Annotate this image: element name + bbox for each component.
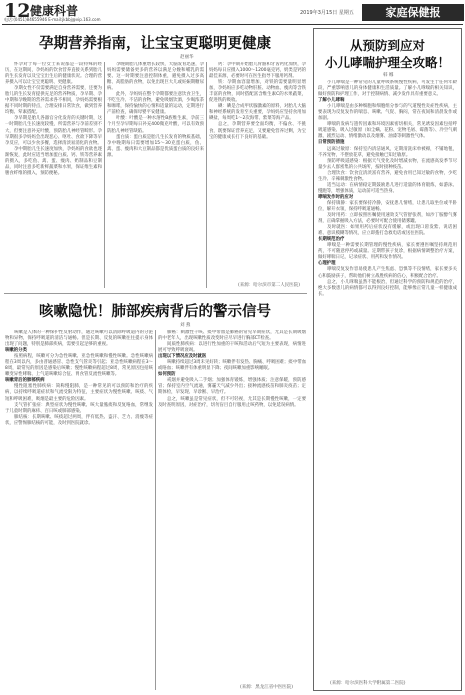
paragraph: 小儿哮喘是一种常见的儿童呼吸系统慢性疾病，可发生于任何年龄段，严重影响患儿的身体健康和生活质量。了解小儿哮喘的相关知识，做好预防和护理工作，对于控制病情、减少发作具有重要意义。 <box>318 80 457 98</box>
article-bottom-column-2 <box>158 330 306 682</box>
paragraph: 及时用药：立即按照医嘱使用速效支气管舒张剂，如沙丁胺醇气雾剂，正确掌握吸入方法，必要时可配合使用储雾罐。 <box>318 213 457 225</box>
subheading: 如何预防 <box>158 372 176 378</box>
subheading: 日常预防措施 <box>318 140 345 146</box>
paragraph: 远离过敏原：保持室内清洁通风，定期清洗床单被褥，不铺地毯，不养宠物，不摆放花草，避免接触已知过敏原。 <box>318 146 457 158</box>
subheading: 了解小儿哮喘 <box>318 98 345 104</box>
subheading: 心理护理 <box>318 261 336 267</box>
side-article-title-line-2: 小儿哮喘护理全攻略！ <box>324 55 450 70</box>
paragraph: 间质性肺疾病：以进行性加重的干咳和活动后气短为主要表现，病情进展可导致呼吸衰竭。 <box>158 342 306 354</box>
paragraph: 按照病程，咳嗽可分为急性咳嗽、亚急性咳嗽和慢性咳嗽。急性咳嗽病程在3周以内，多由普通感冒、急性支气管炎等引起；亚急性咳嗽病程在3～8周，最常见的原因是感染后咳嗽；慢性咳嗽病程超过8周，常见原因包括咳嗽变异性哮喘、上气道咳嗽综合征、胃食管反流性咳嗽等。 <box>5 354 153 378</box>
paragraph: 碘：碘是合成甲状腺激素的原料，对胎儿大脑和神经系统的发育至关重要，孕妈妈应坚持食用加碘盐，每周吃1～2次海带、紫菜等海产品。 <box>209 104 306 122</box>
paragraph: 钙：孕中期开始胎儿骨骼和牙齿钙化加快，孕妈妈每日应摄入1000～1200毫克钙，奶类是钙的最佳来源，必要时可在医生指导下服用钙剂。 <box>209 62 306 80</box>
article-top-author: 赵丽华 <box>180 55 194 60</box>
paragraph: 叶酸：叶酸是一种水溶性B族维生素，孕前三个月至孕早期每日补充400微克叶酸，可以有效预防胎儿神经管缺陷。 <box>107 116 204 134</box>
side-article-author: 韩 娜 <box>383 73 394 78</box>
column-divider <box>155 330 156 690</box>
paragraph: 小儿哮喘是由多种细胞和细胞组分参与的气道慢性炎症性疾病，主要表现为反复发作的喘息、咳嗽、气促、胸闷，常在夜间和清晨发作或加剧。 <box>318 104 457 122</box>
masthead-rule <box>2 24 463 25</box>
issue-date: 2019年3月15日 星期五 <box>300 10 354 16</box>
column-divider <box>206 62 207 288</box>
article-bottom-source: (来源：黑龙江省中医医院) <box>240 685 294 690</box>
paragraph: 总之，小儿哮喘虽然不能根治，但通过科学的预防和规范的治疗，绝大多数患儿的病情都可以得到良好控制，能够像正常儿童一样健康成长。 <box>318 279 457 297</box>
article-top-column-3 <box>209 62 306 280</box>
article-top-title: 孕期营养指南，让宝宝更聪明更健康 <box>39 35 271 52</box>
paragraph: 咳嗽是人体的一种保护性反射动作，通过咳嗽可以清除呼吸道内的分泌物和异物，保持呼吸道的清洁与通畅。但是长期、反复的咳嗽往往提示身体出现了问题，特别是肺部疾病，需要引起足够的重视。 <box>5 330 153 348</box>
paragraph: 孕晚期胎儿体重增长较快，大脑发育迅速，孕妈妈需要储备更多的营养以满足分娩和哺乳的需要。这一时期要注意控制体重，避免摄入过多高糖、高脂肪的食物，以免出现巨大儿或妊娠期糖尿病。 <box>107 62 204 92</box>
subheading: 咳嗽背后的肺部疾病 <box>5 378 45 384</box>
paragraph: 预防呼吸道感染：根据天气变化及时增减衣物，在流感高发季节尽量少去人群密集的公共场所，按时接种疫苗。 <box>318 158 457 170</box>
column-divider <box>104 62 105 288</box>
paragraph: 戒烟并避免吸入二手烟；加强体育锻炼，增强体质；注意保暖，预防感冒；保持室内空气流通，雾霾天气减少外出；接种流感疫苗和肺炎疫苗；定期体检，早发现、早诊断、早治疗。 <box>158 378 306 396</box>
article-bottom-column-1 <box>5 330 153 690</box>
subheading: 出现以下情况应及时就医 <box>158 354 207 360</box>
contact-info: 电话:(0451)84655946 E-mail:jkbbj@vip.163.com <box>4 17 101 22</box>
paragraph: 铁：孕期血容量增加，对铁的需要量明显增加，孕妈妈应多吃动物肝脏、动物血、瘦肉等含铁丰富的食物，同时搭配富含维生素C的水果蔬菜，促进铁的吸收。 <box>209 80 306 104</box>
masthead <box>0 0 465 24</box>
subheading: 长期规范治疗 <box>318 237 345 243</box>
paragraph: 适当运动：在病情稳定期鼓励患儿进行适量的体育锻炼，如游泳、慢跑等，增强体质，运动前可适当热身。 <box>318 182 457 194</box>
paragraph: 肺癌：刺激性干咳、痰中带血是肺癌的常见早期症状，尤其是长期吸烟的中老年人，出现咳嗽性质改变时应尽早进行胸部CT检查。 <box>158 330 306 342</box>
paragraph: 总之，咳嗽虽是常见症状，但不可轻视，尤其是长期慢性咳嗽，一定要及时查明原因，对症治疗，切勿盲目自行服用止咳药物，以免延误病情。 <box>158 396 306 408</box>
page-number: 12 <box>4 0 31 22</box>
paragraph: 孕早期是胎儿各器官分化发育的关键时期，这一时期胎儿生长速度较慢，所需营养与孕前差别不大，但要注意补充叶酸，预防胎儿神经管畸形。孕早期很多孕妈妈会出现恶心、呕吐、食欲下降等早孕反应，可以少食多餐，选择清淡易消化的食物。 <box>5 116 102 146</box>
article-divider <box>4 293 307 294</box>
paragraph: 孕期女性不仅需要满足自身营养需要，还要为胎儿的生长发育提供充足的营养物质，孕早期、孕中期和孕晚期的营养需求各不相同，孕妈妈需要根据不同时期的特点，合理安排日常饮食，做到营养均衡、荤素搭配。 <box>5 86 102 116</box>
side-article-body <box>318 80 457 676</box>
paragraph: 总之，孕期营养要全面均衡，不偏食、不挑食，既要保证营养充足，又要避免营养过剩，为宝宝的健康成长打下良好的基础。 <box>209 122 306 140</box>
subheading: 哮喘发作时的应对 <box>318 194 354 200</box>
paragraph: 保持镇静：家长要保持冷静，安抚患儿情绪，让患儿取坐位或半卧位，解开衣领，保持呼吸道通畅。 <box>318 200 457 212</box>
paragraph: 咳嗽持续超过3周未见好转；咳嗽伴有发热、胸痛、呼吸困难；痰中带血或咯血；咳嗽伴有体重明显下降；夜间咳嗽加重影响睡眠。 <box>158 360 306 372</box>
paragraph: 哮喘反复发作容易使患儿产生焦虑、恐惧等不良情绪，家长要多关心和鼓励孩子，帮助他们树立战胜疾病的信心，积极配合治疗。 <box>318 267 457 279</box>
paragraph: 此外，孕妈妈在整个孕期都要注意饮食卫生，不吃生冷、不洁的食物，避免吸烟饮酒，少喝浓茶和咖啡，保持愉快的心情和适量的运动，定期进行产前检查，确保母婴平安健康。 <box>107 92 204 116</box>
article-top-column-1 <box>5 62 102 288</box>
paragraph: 孕中期胎儿生长速度加快，孕妈妈的食欲也逐渐恢复，此时应适当增加蛋白质、钙、铁等营养素的摄入，多吃鱼、禽、蛋、瘦肉、奶制品和豆制品，同时注意多吃新鲜蔬菜和水果，保证维生素和膳食纤维的摄入，预防便秘。 <box>5 146 102 176</box>
side-article-title-line-1: 从预防到应对 <box>349 38 425 53</box>
article-bottom-title: 咳嗽隐忧！肺部疾病背后的警示信号 <box>39 303 271 320</box>
paragraph: 蛋白质：蛋白质是胎儿生长发育的物质基础，孕中晚期每日需要增加15～30克蛋白质，鱼、禽、蛋、瘦肉和大豆制品都是优质蛋白质的良好来源。 <box>107 134 204 158</box>
paragraph: 合理饮食：饮食宜清淡富有营养，避免食用已知过敏的食物，少吃生冷、辛辣刺激性食物。 <box>318 170 457 182</box>
article-top-column-2 <box>107 62 204 288</box>
article-bottom-author: 刘 燕 <box>180 323 191 328</box>
article-top-source: (来源：哈尔滨市第二人民医院) <box>238 283 301 288</box>
paragraph: 肺结核：长期咳嗽、咳痰超过两周，伴有低热、盗汗、乏力、消瘦等症状，应警惕肺结核的可能，及时到医院就诊。 <box>5 414 153 426</box>
paragraph: 支气管扩张症：典型症状为慢性咳嗽、咳大量脓痰和反复咯血，常继发于儿童时期的麻疹、百日咳或肺部感染。 <box>5 402 153 414</box>
subheading: 咳嗽的分类 <box>5 348 27 354</box>
paragraph: 怀孕对于每一位女士来说都是一段特殊的经历，在这期间，孕妈妈的饮食营养直接关系到胎儿的生长发育以及宝宝出生后的健康状况。合理的营养摄入可以让宝宝更聪明、更健康。 <box>5 62 102 86</box>
side-article-source: (来源：哈尔滨医科大学附属第二医院) <box>330 681 406 686</box>
paragraph: 哮喘是一种需要长期管理的慢性疾病，家长要遵医嘱坚持规范用药，不可随意停药或减量。定期带孩子复诊，根据病情调整治疗方案，做好哮喘日记，记录症状、用药和发作情况。 <box>318 243 457 261</box>
paragraph: 及时就医：如果用药后症状没有缓解，或出现口唇发紫、说话困难、意识模糊等情况，应立即拨打急救电话或送往医院。 <box>318 225 457 237</box>
section-name: 家庭保健报 <box>362 4 464 21</box>
column-name: 健康科普 <box>30 4 79 18</box>
paragraph: 哮喘的发病与遗传因素和环境因素密切相关，常见诱发因素包括呼吸道感染、吸入过敏原（如尘螨、花粉、宠物毛屑、霉菌等）、冷空气刺激、剧烈运动、情绪激动以及烟雾、油漆等刺激性气体。 <box>318 122 457 140</box>
paragraph: 慢性阻塞性肺疾病：简称慢阻肺，是一种常见的可以预防和治疗的疾病，以持续呼吸道症状和气流受限为特征，主要症状为慢性咳嗽、咳痰、气短和呼吸困难，吸烟是最主要的危险因素。 <box>5 384 153 402</box>
